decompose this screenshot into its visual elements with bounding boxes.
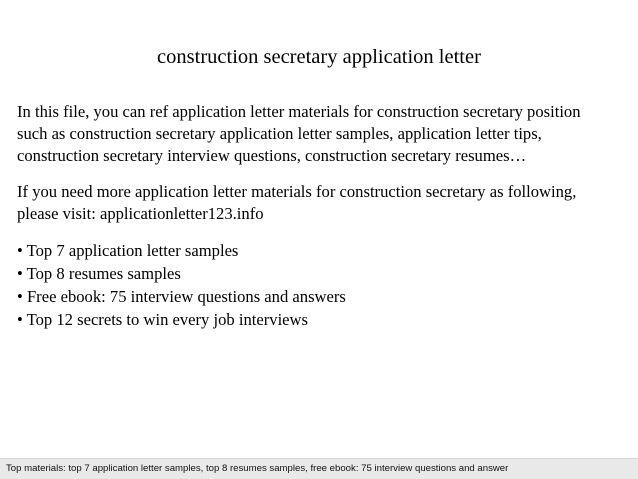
intro-line: construction secretary interview questions, construction secretary resumes… <box>17 146 527 165</box>
slide-body <box>17 101 631 331</box>
visit-paragraph <box>17 181 631 225</box>
visit-line: please visit: applicationletter123.info <box>17 204 264 223</box>
footer-text: Top materials: top 7 application letter samples, top 8 resumes samples, free ebook: 75 interview questions and answer <box>6 463 509 474</box>
bullet-item: • Top 7 application letter samples <box>17 241 239 260</box>
visit-line: If you need more application letter materials for construction secretary as following, <box>17 182 577 201</box>
slide-title: construction secretary application letter <box>157 46 481 68</box>
intro-line: such as construction secretary application letter samples, application letter tips, <box>17 124 542 143</box>
bullet-item: • Top 12 secrets to win every job interviews <box>17 310 308 329</box>
intro-paragraph <box>17 101 631 167</box>
bullet-item: • Top 8 resumes samples <box>17 264 181 283</box>
bullet-list <box>17 239 631 331</box>
footer-bar <box>0 458 638 479</box>
bullet-item: • Free ebook: 75 interview questions and answers <box>17 287 346 306</box>
intro-line: In this file, you can ref application letter materials for construction secretary position <box>17 102 581 121</box>
